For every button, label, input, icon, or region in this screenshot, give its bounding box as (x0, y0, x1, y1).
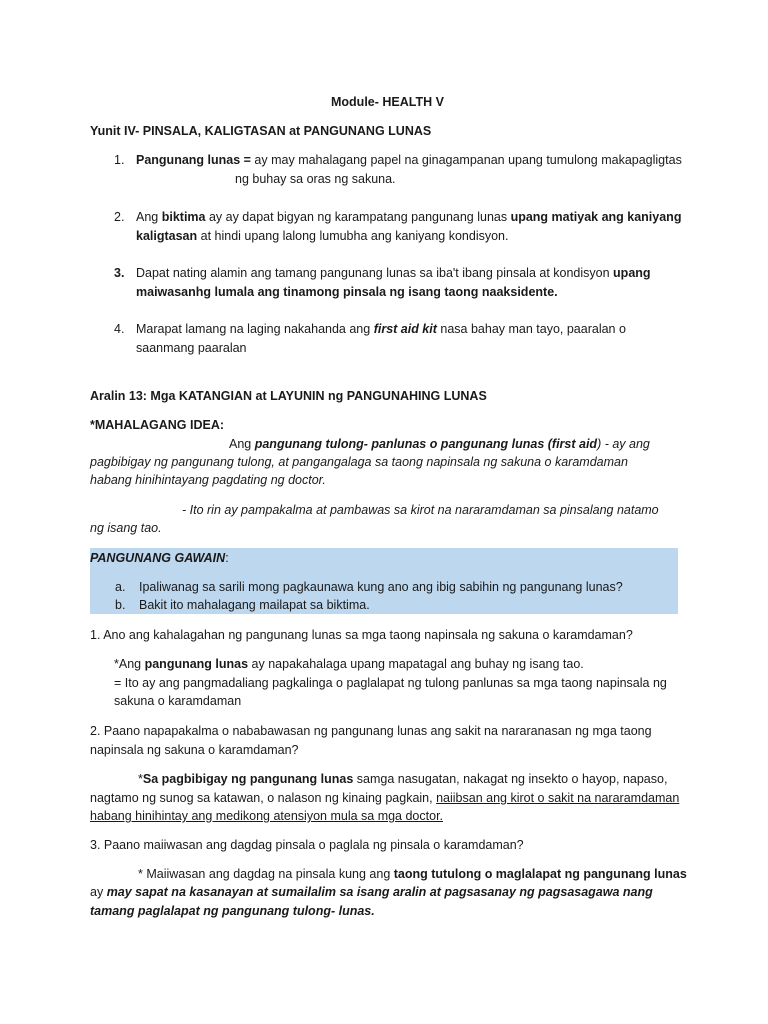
answer-1-line3: sakuna o karamdaman (114, 694, 242, 708)
definition-line2: pagbibigay ng pangunang tulong, at pangangalaga sa taong napinsala ng sakuna o karamdaman (90, 455, 628, 469)
definition-line3: habang hinihintayang pagdating ng doctor. (90, 473, 326, 487)
answer-2-line2: nagtamo ng sunog sa katawan, o nalason ng kinaing pagkain, naiibsan ang kirot o sakit na nararamdaman (90, 791, 680, 805)
definition-line1: Ang pangunang tulong- panlunas o pangunang lunas (first aid) - ay ang (229, 437, 650, 451)
activity-item-a-text: Ipaliwanag sa sarili mong pagkaunawa kung ano ang ibig sabihin ng pangunang lunas? (139, 580, 623, 594)
list-item-2-line1: Ang biktima ay ay dapat bigyan ng karampatang pangunang lunas upang matiyak ang kaniyang (136, 210, 682, 224)
important-idea-heading: *MAHALAGANG IDEA: (90, 418, 225, 432)
activity-heading: PANGUNANG GAWAIN: (90, 551, 229, 565)
answer-2-line3: habang hinihintay ang medikong atensiyon mula sa mga doctor. (90, 809, 444, 823)
activity-item-b-marker: b. (115, 598, 126, 612)
module-title: Module- HEALTH V (331, 95, 444, 109)
list-item-3-line1: Dapat nating alamin ang tamang pangunang lunas sa iba't ibang pinsala at kondisyon upang (136, 266, 651, 280)
list-item-2-number: 2. (114, 210, 125, 224)
lesson-title: Aralin 13: Mga KATANGIAN at LAYUNIN ng PANGUNAHING LUNAS (90, 389, 487, 403)
unit-title: Yunit IV- PINSALA, KALIGTASAN at PANGUNANG LUNAS (90, 124, 432, 138)
answer-1-line2: = Ito ay ang pangmadaliang pagkalinga o paglalapat ng tulong panlunas sa mga taong napinsala ng (114, 676, 667, 690)
question-1: 1. Ano ang kahalagahan ng pangunang lunas sa mga taong napinsala ng sakuna o karamdaman? (90, 628, 633, 642)
question-3: 3. Paano maiiwasan ang dagdag pinsala o paglala ng pinsala o karamdaman? (90, 838, 524, 852)
list-item-3-number: 3. (114, 266, 125, 280)
definition-note-line1: - Ito rin ay pampakalma at pambawas sa kirot na nararamdaman sa pinsalang natamo (182, 503, 659, 517)
answer-2-line1: *Sa pagbibigay ng pangunang lunas samga nasugatan, nakagat ng insekto o hayop, napaso, (138, 772, 668, 786)
definition-note-line2: ng isang tao. (90, 521, 162, 535)
activity-item-a-marker: a. (115, 580, 126, 594)
list-item-1-line1: Pangunang lunas = ay may mahalagang papel na ginagampanan upang tumulong makapagligtas (136, 153, 682, 167)
list-item-1-line2: ng buhay sa oras ng sakuna. (235, 172, 396, 186)
list-item-1-number: 1. (114, 153, 125, 167)
list-item-3-line2: maiwasanhg lumala ang tinamong pinsala ng isang taong naaksidente. (136, 285, 558, 299)
question-2-line2: napinsala ng sakuna o karamdaman? (90, 743, 299, 757)
answer-3-line2: ay may sapat na kasanayan at sumailalim sa isang aralin at pagsasanay ng pagsasagawa nang (90, 885, 653, 899)
list-item-2-line2: kaligtasan at hindi upang lalong lumubha ang kaniyang kondisyon. (136, 229, 509, 243)
list-item-4-number: 4. (114, 322, 125, 336)
answer-1-line1: *Ang pangunang lunas ay napakahalaga upang mapatagal ang buhay ng isang tao. (114, 657, 584, 671)
question-2-line1: 2. Paano napapakalma o nababawasan ng pangunang lunas ang sakit na nararanasan ng mga taong (90, 724, 652, 738)
activity-item-b-text: Bakit ito mahalagang mailapat sa biktima. (139, 598, 370, 612)
list-item-4-line1: Marapat lamang na laging nakahanda ang first aid kit nasa bahay man tayo, paaralan o (136, 322, 626, 336)
list-item-4-line2: saanmang paaralan (136, 341, 247, 355)
answer-3-line1: * Maiiwasan ang dagdag na pinsala kung ang taong tutulong o maglalapat ng pangunang lunas (138, 867, 687, 881)
answer-3-line3: tamang paglalapat ng pangunang tulong- lunas. (90, 904, 375, 918)
